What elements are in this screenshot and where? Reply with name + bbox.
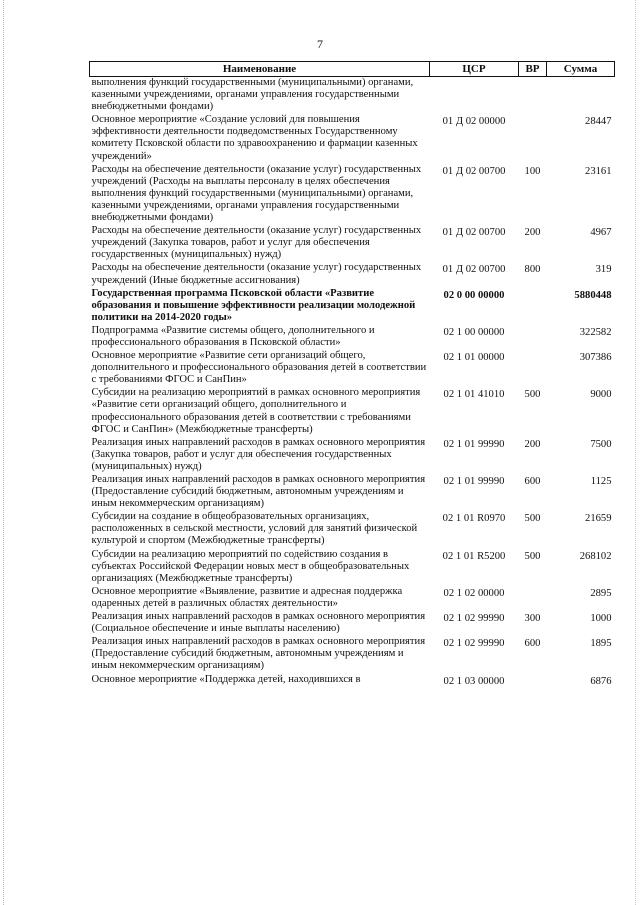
table-row [90, 437, 615, 474]
table-row [90, 164, 615, 225]
row-name: Основное мероприятие «Развитие сети организаций общего, дополнительного и профессионального образования детей в соответствии с требованиями ФГОС и СанПин» [91, 350, 427, 386]
row-csr: 02 1 01 99990 [443, 476, 505, 487]
row-name: Государственная программа Псковской области «Развитие образования и повышение эффективности реализации молодежной политики на 2014-2020 годы» [91, 287, 416, 323]
row-sum: 307386 [579, 352, 612, 364]
row-vr: 200 [524, 227, 541, 239]
row-name: Расходы на обеспечение деятельности (оказание услуг) государственных учреждений (Иные бюджетные ассигнования) [91, 262, 422, 286]
row-vr [519, 325, 547, 350]
row-vr: 200 [524, 438, 541, 450]
row-csr: 01 Д 02 00000 [442, 116, 506, 128]
row-csr: 02 1 02 00000 [443, 587, 505, 599]
row-name: Субсидии на реализацию мероприятий в рамках основного мероприятия «Развитие сети организаций общего, дополнительного и профессионального образования детей в соответствии с требованиями ФГОС и СанПин» (Межбюджетные трансферты) [91, 387, 421, 435]
row-name: Основное мероприятие «Создание условий для повышения эффективности деятельности подведомственных Государственному комитету Псковской области по здравоохранению и фармации казенных учреждений» [91, 114, 418, 162]
row-vr: 600 [524, 638, 541, 650]
row-name: Основное мероприятие «Выявление, развитие и адресная поддержка одаренных детей в различных областях деятельности» [91, 585, 403, 609]
row-sum: 4967 [590, 227, 612, 239]
header-csr: ЦСР [430, 62, 519, 77]
row-csr: 01 Д 02 00700 [442, 165, 506, 177]
row-csr: 02 1 01 41010 [443, 389, 505, 401]
row-csr: 02 1 01 R0970 [442, 513, 506, 525]
row-csr: 02 1 01 00000 [443, 352, 505, 364]
table-row [90, 474, 615, 511]
row-vr [519, 288, 547, 325]
table-row [90, 325, 615, 350]
row-name: Субсидии на реализацию мероприятий по содействию создания в субъектах Российской Федерации новых мест в общеобразовательных организациях (Межбюджетные трансферты) [91, 548, 410, 584]
table-row [90, 387, 615, 436]
row-csr: 02 0 00 00000 [443, 289, 505, 301]
row-name: Расходы на обеспечение деятельности (оказание услуг) государственных учреждений (Закупка товаров, работ и услуг для обеспечения государственных (муниципальных) нужд) [91, 225, 422, 261]
row-vr: 300 [524, 613, 541, 625]
row-csr: 02 1 01 99990 [443, 438, 505, 450]
row-vr: 600 [524, 476, 541, 487]
row-sum: 5880448 [574, 289, 612, 301]
table-row [90, 288, 615, 325]
row-vr [519, 77, 547, 115]
table-row [90, 611, 615, 636]
row-name: выполнения функций государственными (муниципальными) органами, казенными учреждениями, органами управления государственными внебюджетными фондами) [91, 77, 414, 113]
row-vr [519, 114, 547, 163]
row-name: Основное мероприятие «Поддержка детей, находившихся в [91, 673, 361, 685]
row-sum: 1895 [590, 638, 612, 650]
table-row [90, 77, 615, 115]
row-csr: 02 1 00 00000 [443, 326, 505, 338]
table-row [90, 586, 615, 611]
row-sum: 23161 [585, 165, 612, 177]
row-name: Реализация иных направлений расходов в рамках основного мероприятия (Предоставление субсидий бюджетным, автономным учреждениям и иным некоммерческим организациям) [91, 636, 426, 672]
row-vr: 800 [524, 264, 541, 276]
scan-edge-left [3, 0, 5, 905]
header-vr: ВР [519, 62, 547, 77]
table-row [90, 262, 615, 287]
page-number: 7 [317, 37, 323, 51]
header-name: Наименование [90, 62, 430, 77]
row-csr: 02 1 02 99990 [443, 638, 505, 650]
table-row [90, 350, 615, 387]
row-vr [519, 674, 547, 689]
row-vr: 500 [524, 389, 541, 401]
row-sum: 1000 [590, 613, 612, 625]
row-vr: 500 [524, 513, 541, 525]
row-csr [430, 77, 519, 115]
row-name: Подпрограмма «Развитие системы общего, дополнительного и профессионального образования в Псковской области» [91, 324, 375, 348]
table-row [90, 674, 615, 689]
budget-table [89, 61, 615, 689]
row-csr: 02 1 02 99990 [443, 613, 505, 625]
row-vr [519, 350, 547, 387]
row-sum: 28447 [585, 116, 612, 128]
row-csr: 01 Д 02 00700 [442, 227, 506, 239]
row-csr: 02 1 01 R5200 [442, 550, 506, 562]
table-row [90, 225, 615, 262]
row-sum: 21659 [585, 513, 612, 525]
row-name: Реализация иных направлений расходов в рамках основного мероприятия (Предоставление субсидий бюджетным, автономным учреждениям и иным некоммерческим организациям) [91, 474, 426, 510]
row-csr: 01 Д 02 00700 [442, 264, 506, 276]
row-sum: 6876 [590, 675, 612, 687]
table-row [90, 511, 615, 548]
table-row [90, 114, 615, 163]
row-name: Реализация иных направлений расходов в рамках основного мероприятия (Закупка товаров, работ и услуг для обеспечения государственных (муниципальных) нужд) [91, 436, 426, 472]
table-row [90, 549, 615, 586]
row-sum: 2895 [590, 587, 612, 599]
row-name: Субсидии на создание в общеобразовательных организациях, расположенных в сельской местности, условий для занятий физической культурой и спортом (Межбюджетные трансферты) [91, 511, 418, 547]
row-vr: 500 [524, 550, 541, 562]
row-sum: 322582 [579, 326, 612, 338]
table-row [90, 636, 615, 673]
row-name: Расходы на обеспечение деятельности (оказание услуг) государственных учреждений (Расходы на выплаты персоналу в целях обеспечения выполнения функций государственными (муниципальными) органами, казенными учреждениями, органами управления государственными внебюджетными фондами) [91, 163, 422, 224]
table-header-row [90, 62, 615, 77]
header-sum: Сумма [547, 62, 615, 77]
row-vr [519, 586, 547, 611]
row-sum [547, 77, 615, 115]
row-sum: 1125 [590, 476, 612, 487]
row-sum: 9000 [590, 389, 612, 401]
row-name: Реализация иных направлений расходов в рамках основного мероприятия (Социальное обеспечение и иные выплаты населению) [91, 611, 426, 635]
row-sum: 7500 [590, 438, 612, 450]
scan-edge-right [635, 0, 637, 905]
row-sum: 268102 [579, 550, 612, 562]
row-sum: 319 [595, 264, 612, 276]
row-csr: 02 1 03 00000 [443, 675, 505, 687]
row-vr: 100 [524, 165, 541, 177]
